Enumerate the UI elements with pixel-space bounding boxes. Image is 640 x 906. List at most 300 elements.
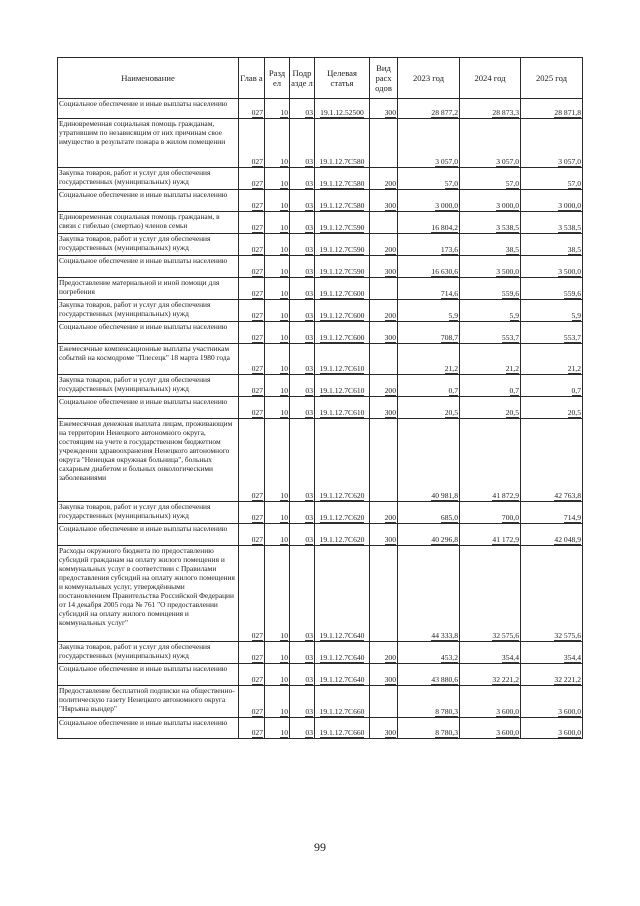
cell-expense-type — [370, 119, 398, 168]
cell-name — [58, 190, 239, 212]
cell-name-text: Социальное обеспечение и иные выплаты населению — [59, 664, 228, 673]
header-podrazdel: Подр азде л — [290, 58, 315, 99]
cell-podrazdel-text: 03 — [305, 333, 313, 342]
cell-year-2025 — [521, 344, 583, 375]
cell-target-article-text: 19.1.12.7С640 — [319, 675, 365, 684]
cell-razdel-text: 10 — [280, 653, 288, 662]
cell-year-2025-text: 21,2 — [567, 364, 581, 373]
cell-name — [58, 322, 239, 344]
cell-expense-type-text: 300 — [384, 728, 396, 737]
cell-year-2023 — [398, 524, 460, 546]
cell-year-2024-text: 41 172,9 — [492, 535, 519, 544]
cell-year-2023 — [398, 375, 460, 397]
cell-podrazdel — [290, 375, 315, 397]
cell-razdel-text: 10 — [280, 108, 288, 117]
cell-year-2024 — [460, 642, 521, 664]
cell-glava-text: 027 — [251, 201, 263, 210]
cell-target-article — [315, 375, 370, 397]
cell-razdel — [265, 642, 290, 664]
cell-target-article-text: 19.1.12.7С590 — [319, 245, 365, 254]
table-row — [58, 419, 583, 502]
cell-target-article — [315, 256, 370, 278]
cell-year-2023-text: 708,7 — [440, 333, 458, 342]
cell-year-2023 — [398, 190, 460, 212]
cell-expense-type-text: 300 — [384, 108, 396, 117]
cell-target-article — [315, 119, 370, 168]
cell-razdel — [265, 397, 290, 419]
cell-year-2023 — [398, 419, 460, 502]
table-row — [58, 718, 583, 739]
cell-podrazdel — [290, 190, 315, 212]
cell-expense-type — [370, 546, 398, 642]
cell-year-2023-text: 16 630,6 — [431, 267, 458, 276]
cell-glava-text: 027 — [251, 653, 263, 662]
cell-podrazdel — [290, 419, 315, 502]
cell-glava-text: 027 — [251, 408, 263, 417]
cell-target-article — [315, 546, 370, 642]
cell-year-2025 — [521, 300, 583, 322]
cell-year-2025-text: 3 000,0 — [558, 201, 581, 210]
cell-year-2025 — [521, 168, 583, 190]
cell-name-text: Закупка товаров, работ и услуг для обеспечения государственных (муниципальных) нужд — [59, 375, 211, 393]
cell-name — [58, 212, 239, 234]
cell-year-2023-text: 20,5 — [444, 408, 458, 417]
cell-glava-text: 027 — [251, 223, 263, 232]
cell-year-2023-text: 3 057,0 — [435, 157, 458, 166]
cell-target-article-text: 19.1.12.7С620 — [319, 535, 365, 544]
cell-year-2025-text: 28 871,8 — [554, 108, 581, 117]
table-row — [58, 256, 583, 278]
cell-name-text: Закупка товаров, работ и услуг для обеспечения государственных (муниципальных) нужд — [59, 168, 211, 186]
cell-podrazdel-text: 03 — [305, 289, 313, 298]
cell-razdel — [265, 234, 290, 256]
cell-name-text: Единовременная социальная помощь гражданам, утратившим по независящим от них причинам свое имущество в результате пожара в жилом помещении — [59, 119, 226, 146]
cell-year-2025 — [521, 664, 583, 686]
table-row — [58, 375, 583, 397]
cell-glava — [239, 322, 265, 344]
cell-razdel — [265, 99, 290, 119]
cell-year-2024-text: 57,0 — [505, 179, 519, 188]
cell-year-2023-text: 40 981,8 — [431, 491, 458, 500]
cell-target-article — [315, 502, 370, 524]
cell-glava-text: 027 — [251, 707, 263, 716]
cell-podrazdel-text: 03 — [305, 513, 313, 522]
cell-glava-text: 027 — [251, 535, 263, 544]
cell-year-2024-text: 553,7 — [501, 333, 519, 342]
cell-razdel-text: 10 — [280, 513, 288, 522]
cell-podrazdel-text: 03 — [305, 675, 313, 684]
cell-year-2025-text: 38,5 — [567, 245, 581, 254]
cell-target-article-text: 19.1.12.7С590 — [319, 267, 365, 276]
header-glava: Глав а — [239, 58, 265, 99]
cell-podrazdel — [290, 119, 315, 168]
cell-year-2024-text: 559,6 — [501, 289, 519, 298]
cell-year-2024 — [460, 664, 521, 686]
cell-podrazdel — [290, 168, 315, 190]
cell-year-2024-text: 32 221,2 — [492, 675, 519, 684]
cell-expense-type — [370, 168, 398, 190]
cell-razdel-text: 10 — [280, 179, 288, 188]
cell-podrazdel — [290, 278, 315, 300]
cell-year-2023 — [398, 397, 460, 419]
cell-podrazdel-text: 03 — [305, 157, 313, 166]
table-row — [58, 502, 583, 524]
cell-podrazdel — [290, 664, 315, 686]
cell-year-2025 — [521, 524, 583, 546]
cell-target-article-text: 19.1.12.7С610 — [319, 364, 365, 373]
cell-name — [58, 278, 239, 300]
cell-glava-text: 027 — [251, 728, 263, 737]
cell-target-article — [315, 212, 370, 234]
cell-razdel — [265, 212, 290, 234]
cell-target-article-text: 19.1.12.7С660 — [319, 707, 365, 716]
table-row — [58, 234, 583, 256]
cell-razdel — [265, 278, 290, 300]
cell-razdel-text: 10 — [280, 491, 288, 500]
cell-podrazdel-text: 03 — [305, 201, 313, 210]
cell-razdel-text: 10 — [280, 267, 288, 276]
cell-glava — [239, 119, 265, 168]
cell-year-2023 — [398, 322, 460, 344]
cell-year-2024-text: 3 500,0 — [496, 267, 519, 276]
table-row — [58, 212, 583, 234]
cell-year-2025 — [521, 278, 583, 300]
cell-razdel — [265, 119, 290, 168]
table-row — [58, 642, 583, 664]
cell-year-2024-text: 21,2 — [505, 364, 519, 373]
cell-year-2023-text: 21,2 — [444, 364, 458, 373]
cell-name — [58, 168, 239, 190]
cell-razdel-text: 10 — [280, 157, 288, 166]
table-row — [58, 278, 583, 300]
cell-glava — [239, 256, 265, 278]
cell-glava — [239, 278, 265, 300]
cell-glava-text: 027 — [251, 675, 263, 684]
cell-year-2024 — [460, 256, 521, 278]
cell-year-2025 — [521, 212, 583, 234]
cell-year-2023-text: 0,7 — [448, 386, 458, 395]
cell-podrazdel — [290, 502, 315, 524]
cell-year-2024-text: 354,4 — [501, 653, 519, 662]
cell-year-2023 — [398, 686, 460, 718]
cell-podrazdel — [290, 99, 315, 119]
cell-name — [58, 256, 239, 278]
cell-year-2023-text: 8 780,3 — [435, 728, 458, 737]
cell-razdel-text: 10 — [280, 289, 288, 298]
cell-target-article — [315, 642, 370, 664]
cell-name — [58, 344, 239, 375]
cell-podrazdel — [290, 256, 315, 278]
cell-year-2025-text: 559,6 — [563, 289, 581, 298]
cell-year-2023-text: 5,9 — [448, 311, 458, 320]
cell-year-2025 — [521, 502, 583, 524]
cell-podrazdel-text: 03 — [305, 108, 313, 117]
cell-year-2023-text: 16 804,2 — [431, 223, 458, 232]
table-row — [58, 300, 583, 322]
cell-razdel — [265, 256, 290, 278]
cell-target-article — [315, 168, 370, 190]
cell-year-2025 — [521, 686, 583, 718]
cell-year-2024 — [460, 419, 521, 502]
cell-glava — [239, 99, 265, 119]
cell-year-2023 — [398, 718, 460, 739]
cell-razdel — [265, 190, 290, 212]
table-row — [58, 397, 583, 419]
cell-year-2024 — [460, 718, 521, 739]
cell-year-2023 — [398, 256, 460, 278]
cell-name-text: Социальное обеспечение и иные выплаты населению — [59, 718, 228, 727]
cell-name-text: Закупка товаров, работ и услуг для обеспечения государственных (муниципальных) нужд — [59, 300, 211, 318]
header-razdel: Разд ел — [265, 58, 290, 99]
table-row — [58, 664, 583, 686]
cell-expense-type — [370, 664, 398, 686]
cell-year-2025-text: 553,7 — [563, 333, 581, 342]
cell-year-2023 — [398, 502, 460, 524]
cell-expense-type — [370, 99, 398, 119]
cell-podrazdel — [290, 234, 315, 256]
table-row — [58, 524, 583, 546]
cell-podrazdel-text: 03 — [305, 707, 313, 716]
table-row — [58, 686, 583, 718]
cell-year-2023 — [398, 664, 460, 686]
cell-year-2024 — [460, 119, 521, 168]
cell-target-article — [315, 344, 370, 375]
cell-name-text: Предоставление бесплатной подписки на общественно-политическую газету Ненецкого автономного округа "Няръяна вындер" — [59, 686, 235, 713]
cell-year-2024-text: 32 575,6 — [492, 631, 519, 640]
cell-year-2025-text: 57,0 — [567, 179, 581, 188]
cell-razdel-text: 10 — [280, 201, 288, 210]
cell-razdel — [265, 419, 290, 502]
cell-expense-type-text: 200 — [384, 386, 396, 395]
cell-razdel-text: 10 — [280, 364, 288, 373]
cell-year-2023-text: 57,0 — [444, 179, 458, 188]
cell-name — [58, 546, 239, 642]
cell-target-article-text: 19.1.12.7С600 — [319, 333, 365, 342]
cell-year-2024 — [460, 546, 521, 642]
cell-year-2025 — [521, 256, 583, 278]
table-row — [58, 119, 583, 168]
cell-year-2023 — [398, 546, 460, 642]
cell-year-2024 — [460, 502, 521, 524]
cell-name — [58, 99, 239, 119]
cell-glava-text: 027 — [251, 267, 263, 276]
cell-year-2024 — [460, 212, 521, 234]
cell-year-2024 — [460, 168, 521, 190]
cell-podrazdel-text: 03 — [305, 223, 313, 232]
cell-year-2024 — [460, 99, 521, 119]
budget-table — [57, 57, 583, 739]
cell-target-article — [315, 190, 370, 212]
cell-target-article-text: 19.1.12.7С620 — [319, 513, 365, 522]
cell-target-article-text: 19.1.12.7С620 — [319, 491, 365, 500]
cell-year-2023 — [398, 99, 460, 119]
cell-podrazdel — [290, 546, 315, 642]
cell-podrazdel-text: 03 — [305, 653, 313, 662]
cell-year-2023 — [398, 119, 460, 168]
cell-expense-type — [370, 256, 398, 278]
cell-glava-text: 027 — [251, 289, 263, 298]
cell-razdel — [265, 168, 290, 190]
cell-target-article — [315, 524, 370, 546]
cell-target-article — [315, 419, 370, 502]
cell-name — [58, 502, 239, 524]
cell-name-text: Ежемесячная денежная выплата лицам, проживающим на территории Ненецкого автономного округа, состоящим на учете в государственном бюджетном учреждении здравоохранения Ненецкого автономного округа "Ненецкая окружная больница", больных сахарным диабетом и больных онкологическими заболеваниями — [59, 419, 233, 482]
cell-razdel-text: 10 — [280, 245, 288, 254]
cell-glava — [239, 168, 265, 190]
cell-name-text: Закупка товаров, работ и услуг для обеспечения государственных (муниципальных) нужд — [59, 502, 211, 520]
cell-year-2023 — [398, 344, 460, 375]
cell-year-2023 — [398, 642, 460, 664]
cell-expense-type-text: 300 — [384, 267, 396, 276]
cell-glava — [239, 212, 265, 234]
cell-glava-text: 027 — [251, 333, 263, 342]
cell-glava — [239, 344, 265, 375]
cell-expense-type-text: 200 — [384, 245, 396, 254]
cell-expense-type — [370, 300, 398, 322]
header-year-2024: 2024 год — [460, 58, 521, 99]
cell-name — [58, 419, 239, 502]
cell-year-2024-text: 20,5 — [505, 408, 519, 417]
cell-glava — [239, 397, 265, 419]
cell-podrazdel-text: 03 — [305, 491, 313, 500]
cell-target-article — [315, 718, 370, 739]
cell-target-article-text: 19.1.12.52500 — [320, 108, 364, 117]
cell-razdel-text: 10 — [280, 311, 288, 320]
table-row — [58, 99, 583, 119]
table-row — [58, 168, 583, 190]
cell-year-2023 — [398, 300, 460, 322]
cell-year-2025 — [521, 99, 583, 119]
cell-name-text: Социальное обеспечение и иные выплаты населению — [59, 524, 228, 533]
cell-expense-type — [370, 642, 398, 664]
cell-podrazdel-text: 03 — [305, 535, 313, 544]
cell-glava — [239, 190, 265, 212]
cell-year-2025-text: 32 575,6 — [554, 631, 581, 640]
cell-year-2025 — [521, 546, 583, 642]
cell-podrazdel — [290, 300, 315, 322]
cell-year-2024-text: 38,5 — [505, 245, 519, 254]
cell-year-2023 — [398, 212, 460, 234]
cell-razdel — [265, 322, 290, 344]
table-row — [58, 546, 583, 642]
cell-year-2024-text: 5,9 — [509, 311, 519, 320]
cell-target-article-text: 19.1.12.7С640 — [319, 631, 365, 640]
cell-year-2025-text: 714,9 — [563, 513, 581, 522]
cell-razdel-text: 10 — [280, 675, 288, 684]
cell-target-article-text: 19.1.12.7С580 — [319, 201, 365, 210]
cell-year-2025-text: 42 048,9 — [554, 535, 581, 544]
cell-glava-text: 027 — [251, 364, 263, 373]
cell-year-2024 — [460, 375, 521, 397]
cell-glava — [239, 419, 265, 502]
cell-expense-type-text: 200 — [384, 179, 396, 188]
cell-target-article — [315, 397, 370, 419]
cell-year-2024-text: 41 872,9 — [492, 491, 519, 500]
cell-year-2023 — [398, 168, 460, 190]
cell-name — [58, 397, 239, 419]
cell-glava-text: 027 — [251, 311, 263, 320]
cell-name — [58, 119, 239, 168]
cell-podrazdel — [290, 344, 315, 375]
cell-glava — [239, 234, 265, 256]
cell-podrazdel-text: 03 — [305, 408, 313, 417]
cell-name-text: Предоставление материальной и иной помощи для погребения — [59, 278, 220, 296]
cell-year-2024-text: 3 600,0 — [496, 728, 519, 737]
cell-target-article-text: 19.1.12.7С600 — [319, 289, 365, 298]
cell-expense-type-text: 200 — [384, 513, 396, 522]
cell-target-article-text: 19.1.12.7С660 — [319, 728, 365, 737]
cell-expense-type — [370, 419, 398, 502]
cell-expense-type — [370, 502, 398, 524]
cell-razdel-text: 10 — [280, 408, 288, 417]
cell-podrazdel — [290, 212, 315, 234]
cell-podrazdel-text: 03 — [305, 631, 313, 640]
cell-glava — [239, 524, 265, 546]
cell-expense-type — [370, 397, 398, 419]
cell-razdel — [265, 546, 290, 642]
cell-year-2024-text: 3 000,0 — [496, 201, 519, 210]
cell-target-article-text: 19.1.12.7С580 — [319, 157, 365, 166]
cell-target-article-text: 19.1.12.7С640 — [319, 653, 365, 662]
cell-target-article — [315, 278, 370, 300]
header-year-2025: 2025 год — [521, 58, 583, 99]
cell-expense-type-text: 200 — [384, 653, 396, 662]
cell-expense-type-text: 300 — [384, 408, 396, 417]
cell-expense-type — [370, 234, 398, 256]
header-year-2023: 2023 год — [398, 58, 460, 99]
cell-year-2024 — [460, 322, 521, 344]
cell-razdel-text: 10 — [280, 707, 288, 716]
cell-glava — [239, 300, 265, 322]
cell-razdel-text: 10 — [280, 535, 288, 544]
cell-razdel-text: 10 — [280, 333, 288, 342]
cell-year-2025 — [521, 642, 583, 664]
table-header-row — [58, 58, 583, 99]
cell-name-text: Ежемесячные компенсационные выплаты участникам событий на космодроме "Плесецк" 18 марта 1980 года — [59, 344, 230, 362]
cell-target-article-text: 19.1.12.7С610 — [319, 386, 365, 395]
cell-year-2024-text: 3 600,0 — [496, 707, 519, 716]
table-row — [58, 322, 583, 344]
cell-name-text: Социальное обеспечение и иные выплаты населению — [59, 190, 228, 199]
cell-year-2025-text: 354,4 — [563, 653, 581, 662]
cell-razdel-text: 10 — [280, 386, 288, 395]
cell-year-2024-text: 700,0 — [501, 513, 519, 522]
cell-year-2025-text: 0,7 — [571, 386, 581, 395]
cell-year-2023-text: 173,6 — [440, 245, 458, 254]
cell-name-text: Социальное обеспечение и иные выплаты населению — [59, 322, 228, 331]
cell-expense-type — [370, 322, 398, 344]
cell-year-2025-text: 3 538,5 — [558, 223, 581, 232]
cell-year-2023-text: 40 296,8 — [431, 535, 458, 544]
cell-razdel — [265, 718, 290, 739]
cell-expense-type — [370, 375, 398, 397]
cell-razdel-text: 10 — [280, 631, 288, 640]
cell-razdel — [265, 375, 290, 397]
cell-year-2024 — [460, 278, 521, 300]
cell-year-2024-text: 3 538,5 — [496, 223, 519, 232]
cell-name-text: Социальное обеспечение и иные выплаты населению — [59, 99, 228, 108]
cell-name-text: Социальное обеспечение и иные выплаты населению — [59, 397, 228, 406]
cell-target-article-text: 19.1.12.7С600 — [319, 311, 365, 320]
cell-razdel-text: 10 — [280, 223, 288, 232]
cell-razdel — [265, 300, 290, 322]
cell-podrazdel — [290, 718, 315, 739]
cell-year-2025-text: 20,5 — [567, 408, 581, 417]
cell-target-article-text: 19.1.12.7С610 — [319, 408, 365, 417]
header-name: Наименование — [58, 58, 239, 99]
cell-glava — [239, 664, 265, 686]
cell-glava — [239, 502, 265, 524]
